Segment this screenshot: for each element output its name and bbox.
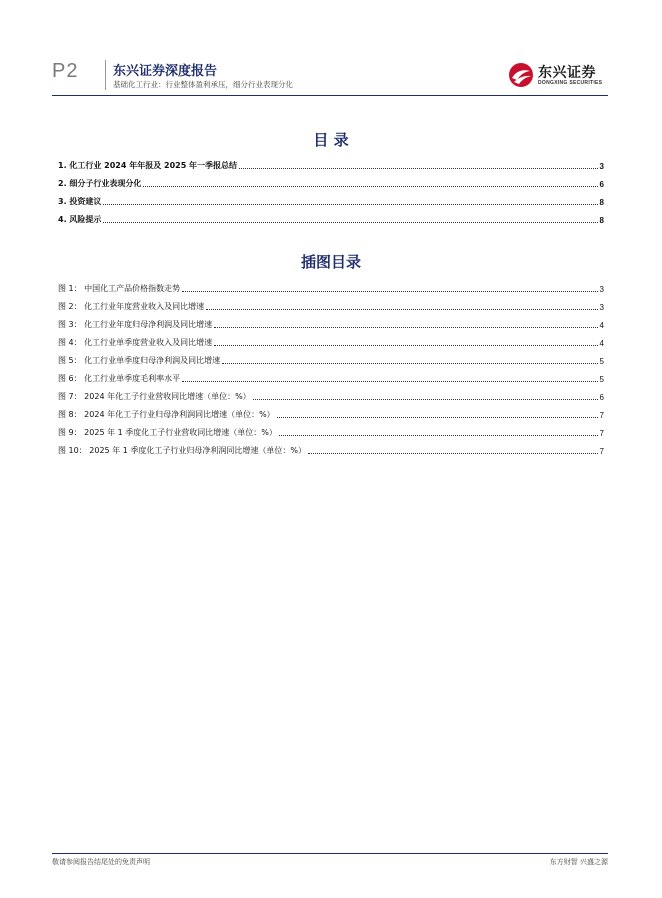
figure-item-label: 图 4： 化工行业单季度营业收入及同比增速 [58,338,213,347]
figure-item-page: 4 [599,339,604,348]
leader-dots [103,203,597,205]
figure-item[interactable] [58,294,604,312]
figure-item[interactable] [58,312,604,330]
figure-item-label: 图 9： 2025 年 1 季度化工子行业营收同比增速（单位：%） [58,428,277,437]
toc-item[interactable] [58,171,604,189]
figure-item[interactable] [58,276,604,294]
figure-item-label: 图 8： 2024 年化工子行业归母净利润同比增速（单位：%） [58,410,275,419]
brand-name: 东兴证券 [538,65,596,81]
toc-item[interactable] [58,189,604,207]
logo-emblem-icon [508,62,534,88]
figure-item-label: 图 7： 2024 年化工子行业营收同比增速（单位：%） [58,392,251,401]
figure-item-page: 5 [599,357,604,366]
figure-item[interactable] [58,330,604,348]
leader-dots [206,308,597,310]
leader-dots [277,416,598,418]
figure-item-page: 4 [599,321,604,330]
toc-item[interactable] [58,153,604,171]
figure-item-label: 图 1： 中国化工产品价格指数走势 [58,284,181,293]
header-rule [52,95,608,96]
page-number: P2 [52,60,79,82]
figure-item-label: 图 2： 化工行业年度营业收入及同比增速 [58,302,205,311]
leader-dots [279,434,598,436]
figure-item[interactable] [58,402,604,420]
leader-dots [214,344,597,346]
toc-item-page: 8 [599,198,604,207]
figure-item-page: 3 [599,303,604,312]
footer-slogan: 东方财智 兴盛之源 [549,858,608,866]
leader-dots [253,398,598,400]
toc-title: 目 录 [313,131,349,149]
toc-item-page: 8 [599,216,604,225]
brand-name-en: DONGXING SECURITIES [538,80,603,86]
leader-dots [182,290,597,292]
brand-logo [508,60,618,90]
figure-item-label: 图 5： 化工行业单季度归母净利润及同比增速 [58,356,221,365]
figure-item[interactable] [58,366,604,384]
report-title: 东兴证券深度报告 [113,64,218,79]
figure-item[interactable] [58,420,604,438]
figures-title: 插图目录 [300,253,361,271]
figure-item[interactable] [58,384,604,402]
toc-item[interactable] [58,207,604,225]
header-divider [105,60,106,90]
leader-dots [239,167,597,169]
figure-item[interactable] [58,438,604,456]
leader-dots [308,452,598,454]
figure-item-page: 7 [599,447,604,456]
figure-item-label: 图 10： 2025 年 1 季度化工子行业归母净利润同比增速（单位：%） [58,446,306,455]
figure-item-page: 6 [599,393,604,402]
report-subtitle: 基础化工行业：行业整体盈利承压，细分行业表现分化 [113,80,293,89]
figures-list [58,276,604,456]
figure-item-page: 3 [599,285,604,294]
figure-item-label: 图 6： 化工行业单季度毛利率水平 [58,374,181,383]
figure-item-page: 7 [599,411,604,420]
toc-item-label: 4. 风险提示 [58,215,102,224]
toc-item-label: 1. 化工行业 2024 年年报及 2025 年一季报总结 [58,161,238,170]
toc-item-page: 3 [599,162,604,171]
leader-dots [143,185,597,187]
footer-rule [52,853,608,854]
leader-dots [103,221,597,223]
figure-item-page: 7 [599,429,604,438]
leader-dots [182,380,597,382]
figure-item-label: 图 3： 化工行业年度归母净利润及同比增速 [58,320,213,329]
toc-item-label: 2. 细分子行业表现分化 [58,179,142,188]
figure-item-page: 5 [599,375,604,384]
footer-disclaimer: 敬请参阅报告结尾处的免责声明 [52,858,150,866]
toc-item-label: 3. 投资建议 [58,197,102,206]
page-header [0,0,662,100]
leader-dots [222,362,597,364]
toc-list [58,153,604,225]
toc-item-page: 6 [599,180,604,189]
leader-dots [214,326,597,328]
figure-item[interactable] [58,348,604,366]
